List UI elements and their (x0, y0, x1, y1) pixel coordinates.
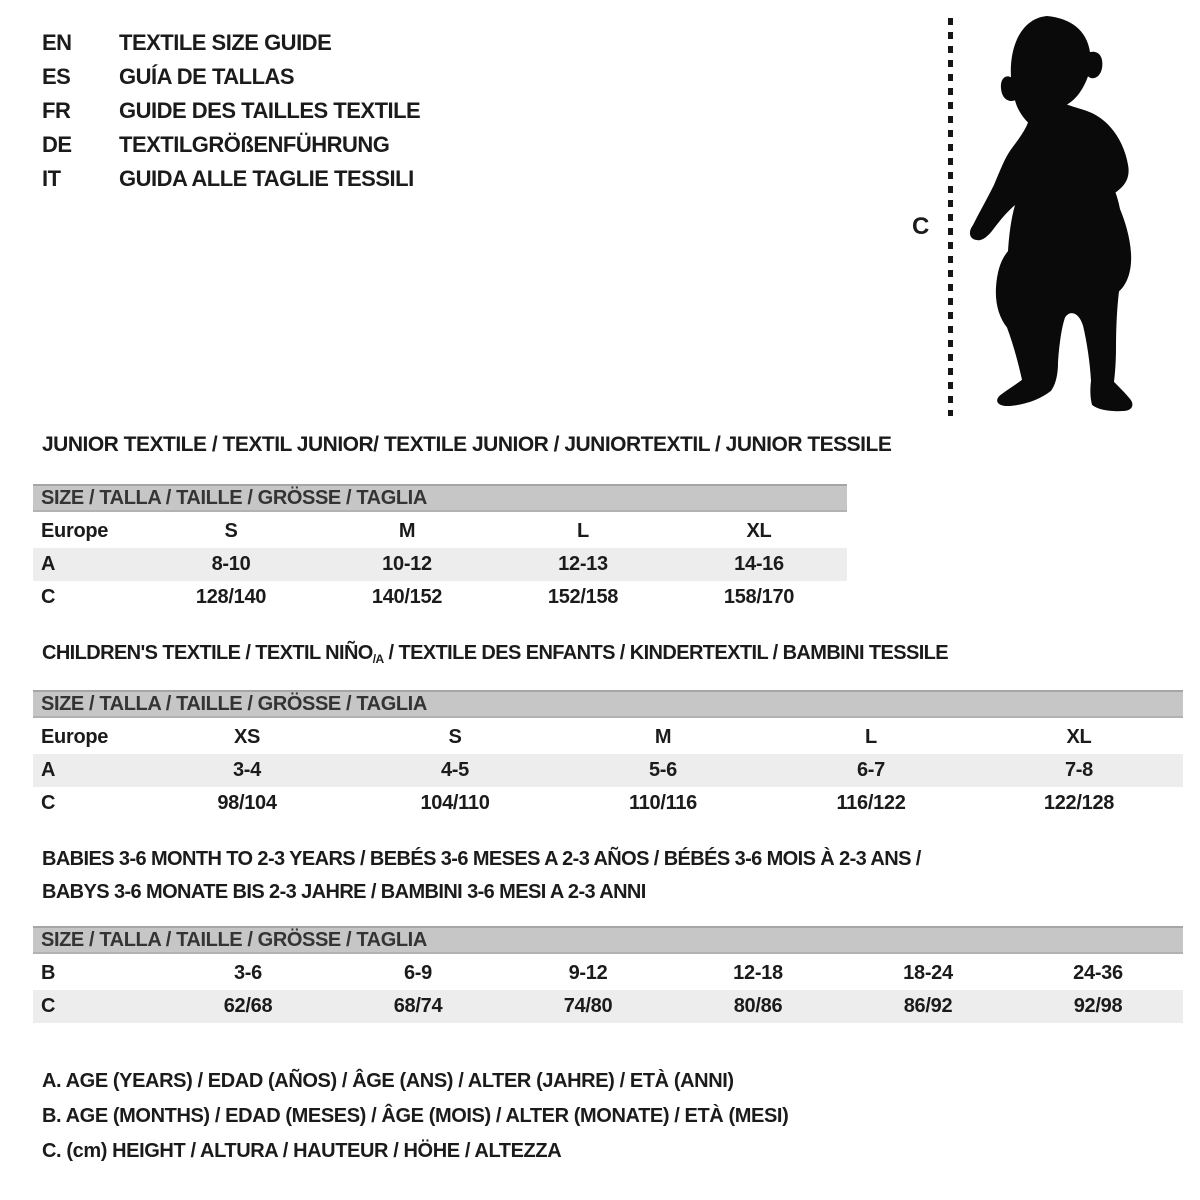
babies-section-title (42, 843, 921, 909)
age-cell: 14-16 (734, 553, 784, 575)
language-code: EN (42, 30, 72, 55)
age-cell: 9-12 (568, 962, 608, 984)
age-cell: 4-5 (440, 759, 469, 781)
height-cell: 74/80 (563, 995, 613, 1017)
age-cell: 12-13 (558, 553, 608, 575)
height-cell: 104/110 (420, 792, 490, 814)
size-cell: M (654, 726, 672, 748)
junior-size-table (33, 484, 847, 614)
age-cell: 24-36 (1073, 962, 1123, 984)
legend-age-months: B. AGE (MONTHS) / EDAD (MESES) / ÂGE (MOIS) / ALTER (MONATE) / ETÀ (MESI) (42, 1105, 789, 1127)
height-cell: 116/122 (836, 792, 906, 814)
height-cell: 122/128 (1043, 792, 1115, 814)
size-cell: M (398, 520, 416, 542)
height-measure-label: C (912, 213, 930, 240)
children-title-sub: /A (372, 652, 384, 666)
row-label: A (41, 553, 56, 575)
height-cell: 80/86 (733, 995, 783, 1017)
table-row-height (33, 787, 1183, 820)
size-header-label: SIZE / TALLA / TAILLE / GRÖSSE / TAGLIA (41, 693, 427, 715)
table-row-europe (33, 515, 847, 548)
language-row-it (42, 162, 420, 196)
babies-title-line2: BABYS 3-6 MONATE BIS 2-3 JAHRE / BAMBINI 3-6 MESI A 2-3 ANNI (42, 881, 646, 903)
legend-height-cm: C. (cm) HEIGHT / ALTURA / HAUTEUR / HÖHE / ALTEZZA (42, 1140, 562, 1162)
height-cell: 62/68 (223, 995, 273, 1017)
size-header-bar (33, 484, 847, 512)
size-header-label: SIZE / TALLA / TAILLE / GRÖSSE / TAGLIA (41, 929, 427, 951)
size-cell: L (865, 726, 877, 748)
legend-age-years: A. AGE (YEARS) / EDAD (AÑOS) / ÂGE (ANS) / ALTER (JAHRE) / ETÀ (ANNI) (42, 1070, 734, 1092)
size-cell: S (224, 520, 238, 542)
children-title-pre: CHILDREN'S TEXTILE / TEXTIL NIÑO (42, 642, 373, 664)
size-cell: L (577, 520, 589, 542)
height-cell: 128/140 (195, 586, 267, 608)
size-header-label: SIZE / TALLA / TAILLE / GRÖSSE / TAGLIA (41, 487, 427, 509)
language-code: DE (42, 132, 72, 157)
language-row-de (42, 128, 420, 162)
toddler-silhouette (965, 16, 1135, 418)
row-label: Europe (41, 726, 109, 748)
age-cell: 6-7 (856, 759, 885, 781)
table-row-age (33, 754, 1183, 787)
table-row-height (33, 990, 1183, 1023)
table-row-age-months (33, 957, 1183, 990)
height-cell: 86/92 (903, 995, 953, 1017)
age-cell: 3-4 (232, 759, 261, 781)
table-row-height (33, 581, 847, 614)
language-code: FR (42, 98, 71, 123)
row-label: C (41, 792, 56, 814)
row-label: A (41, 759, 56, 781)
measurement-legend (42, 1064, 788, 1169)
language-row-fr (42, 94, 420, 128)
height-cell: 158/170 (723, 586, 795, 608)
age-cell: 12-18 (733, 962, 783, 984)
babies-size-table (33, 926, 1183, 1023)
age-cell: 3-6 (233, 962, 262, 984)
children-size-table (33, 690, 1183, 820)
height-cell: 98/104 (217, 792, 277, 814)
children-title-post: / TEXTILE DES ENFANTS / KINDERTEXTIL / BAMBINI TESSILE (383, 642, 949, 664)
guide-title-es: GUÍA DE TALLAS (119, 64, 295, 89)
size-cell: XS (233, 726, 261, 748)
height-measure-dashed-line (948, 18, 953, 416)
size-cell: XL (1066, 726, 1092, 748)
age-cell: 8-10 (211, 553, 251, 575)
language-row-en (42, 26, 420, 60)
language-code: IT (42, 166, 61, 191)
size-header-bar (33, 926, 1183, 954)
table-row-europe (33, 721, 1183, 754)
age-cell: 5-6 (648, 759, 677, 781)
size-header-bar (33, 690, 1183, 718)
age-cell: 7-8 (1064, 759, 1093, 781)
row-label: C (41, 586, 56, 608)
height-cell: 92/98 (1073, 995, 1123, 1017)
babies-title-line1: BABIES 3-6 MONTH TO 2-3 YEARS / BEBÉS 3-6 MESES A 2-3 AÑOS / BÉBÉS 3-6 MOIS À 2-3 ANS / (42, 848, 921, 870)
height-cell: 140/152 (371, 586, 443, 608)
age-cell: 10-12 (382, 553, 432, 575)
height-cell: 68/74 (393, 995, 443, 1017)
guide-title-it: GUIDA ALLE TAGLIE TESSILI (119, 166, 414, 191)
size-cell: S (448, 726, 462, 748)
guide-title-de: TEXTILGRÖßENFÜHRUNG (119, 132, 390, 157)
children-section-title (42, 642, 948, 666)
junior-section-title: JUNIOR TEXTILE / TEXTIL JUNIOR/ TEXTILE JUNIOR / JUNIORTEXTIL / JUNIOR TESSILE (42, 433, 892, 456)
height-cell: 152/158 (547, 586, 619, 608)
language-row-es (42, 60, 420, 94)
guide-title-fr: GUIDE DES TAILLES TEXTILE (119, 98, 421, 123)
guide-title-en: TEXTILE SIZE GUIDE (119, 30, 332, 55)
height-cell: 110/116 (629, 792, 697, 814)
language-title-list (42, 26, 420, 196)
size-cell: XL (746, 520, 772, 542)
language-code: ES (42, 64, 71, 89)
row-label: Europe (41, 520, 109, 542)
age-cell: 6-9 (403, 962, 432, 984)
table-row-age (33, 548, 847, 581)
age-cell: 18-24 (903, 962, 953, 984)
row-label: C (41, 995, 56, 1017)
row-label: B (41, 962, 56, 984)
